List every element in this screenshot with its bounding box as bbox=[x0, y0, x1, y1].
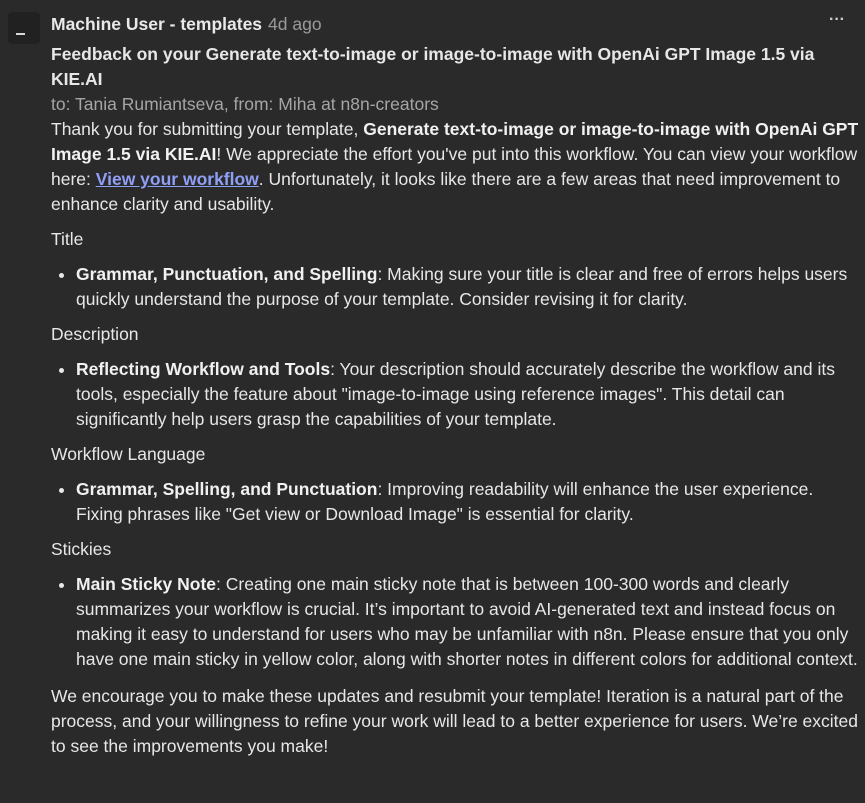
list-item-text: : Improving readability will enhance the user experience. Fixing phrases like "Get view or Download Image" is essential for clarity. bbox=[76, 479, 814, 524]
section-heading-title: Title bbox=[51, 229, 84, 249]
list-item-label: Grammar, Spelling, and Punctuation bbox=[76, 479, 378, 499]
intro-paragraph bbox=[51, 117, 859, 217]
timestamp[interactable]: 4d ago bbox=[268, 14, 322, 34]
workflow-language-feedback-list bbox=[51, 477, 859, 527]
list-item-text: : Creating one main sticky note that is between 100-300 words and clearly summarizes your workflow is crucial. It’s important to avoid AI-generated text and instead focus on making it easy to understand for users who may be unfamiliar with n8n. Please ensure that you only have one main sticky in yellow color, along with shorter notes in different colors for additional context. bbox=[76, 574, 858, 669]
template-name: Generate text-to-image or image-to-image with OpenAi GPT Image 1.5 via KIE.AI bbox=[51, 119, 859, 164]
section-heading-stickies: Stickies bbox=[51, 539, 112, 559]
view-workflow-link[interactable]: View your workflow bbox=[95, 169, 259, 189]
message-content bbox=[51, 12, 859, 759]
list-item-label: Grammar, Punctuation, and Spelling bbox=[76, 264, 378, 284]
avatar[interactable] bbox=[8, 12, 40, 44]
list-item-label: Main Sticky Note bbox=[76, 574, 217, 594]
intro-text-c: . Unfortunately, it looks like there are a few areas that need improvement to enhance clarity and usability. bbox=[51, 169, 841, 214]
message-subject: Feedback on your Generate text-to-image or image-to-image with OpenAi GPT Image 1.5 via KIE.AI bbox=[51, 44, 815, 89]
intro-text-a: Thank you for submitting your template, bbox=[51, 119, 364, 139]
message-header bbox=[51, 12, 859, 37]
list-item bbox=[76, 572, 859, 672]
list-item-label: Reflecting Workflow and Tools bbox=[76, 359, 331, 379]
more-options-icon[interactable]: ··· bbox=[829, 11, 845, 28]
description-feedback-list bbox=[51, 357, 859, 432]
title-feedback-list bbox=[51, 262, 859, 312]
author-name[interactable]: Machine User - templates bbox=[51, 14, 263, 34]
section-heading-workflow-language: Workflow Language bbox=[51, 444, 206, 464]
list-item bbox=[76, 477, 859, 527]
avatar-glyph bbox=[16, 33, 25, 35]
section-heading-description: Description bbox=[51, 324, 139, 344]
stickies-feedback-list bbox=[51, 572, 859, 672]
intro-text-b: ! We appreciate the effort you've put into this workflow. You can view your workflow here: bbox=[51, 144, 858, 189]
message-recipients: to: Tania Rumiantseva, from: Miha at n8n-creators bbox=[51, 94, 439, 114]
list-item bbox=[76, 357, 859, 432]
list-item-text: : Making sure your title is clear and free of errors helps users quickly understand the purpose of your template. Consider revising it for clarity. bbox=[76, 264, 848, 309]
list-item bbox=[76, 262, 859, 312]
closing-paragraph: We encourage you to make these updates and resubmit your template! Iteration is a natural part of the process, and your willingness to refine your work will lead to a better experience for users. We’re excited to see the improvements you make! bbox=[51, 686, 858, 756]
list-item-text: : Your description should accurately describe the workflow and its tools, especially the feature about "image-to-image using reference images". This detail can significantly help users grasp the capabilities of your template. bbox=[76, 359, 835, 429]
